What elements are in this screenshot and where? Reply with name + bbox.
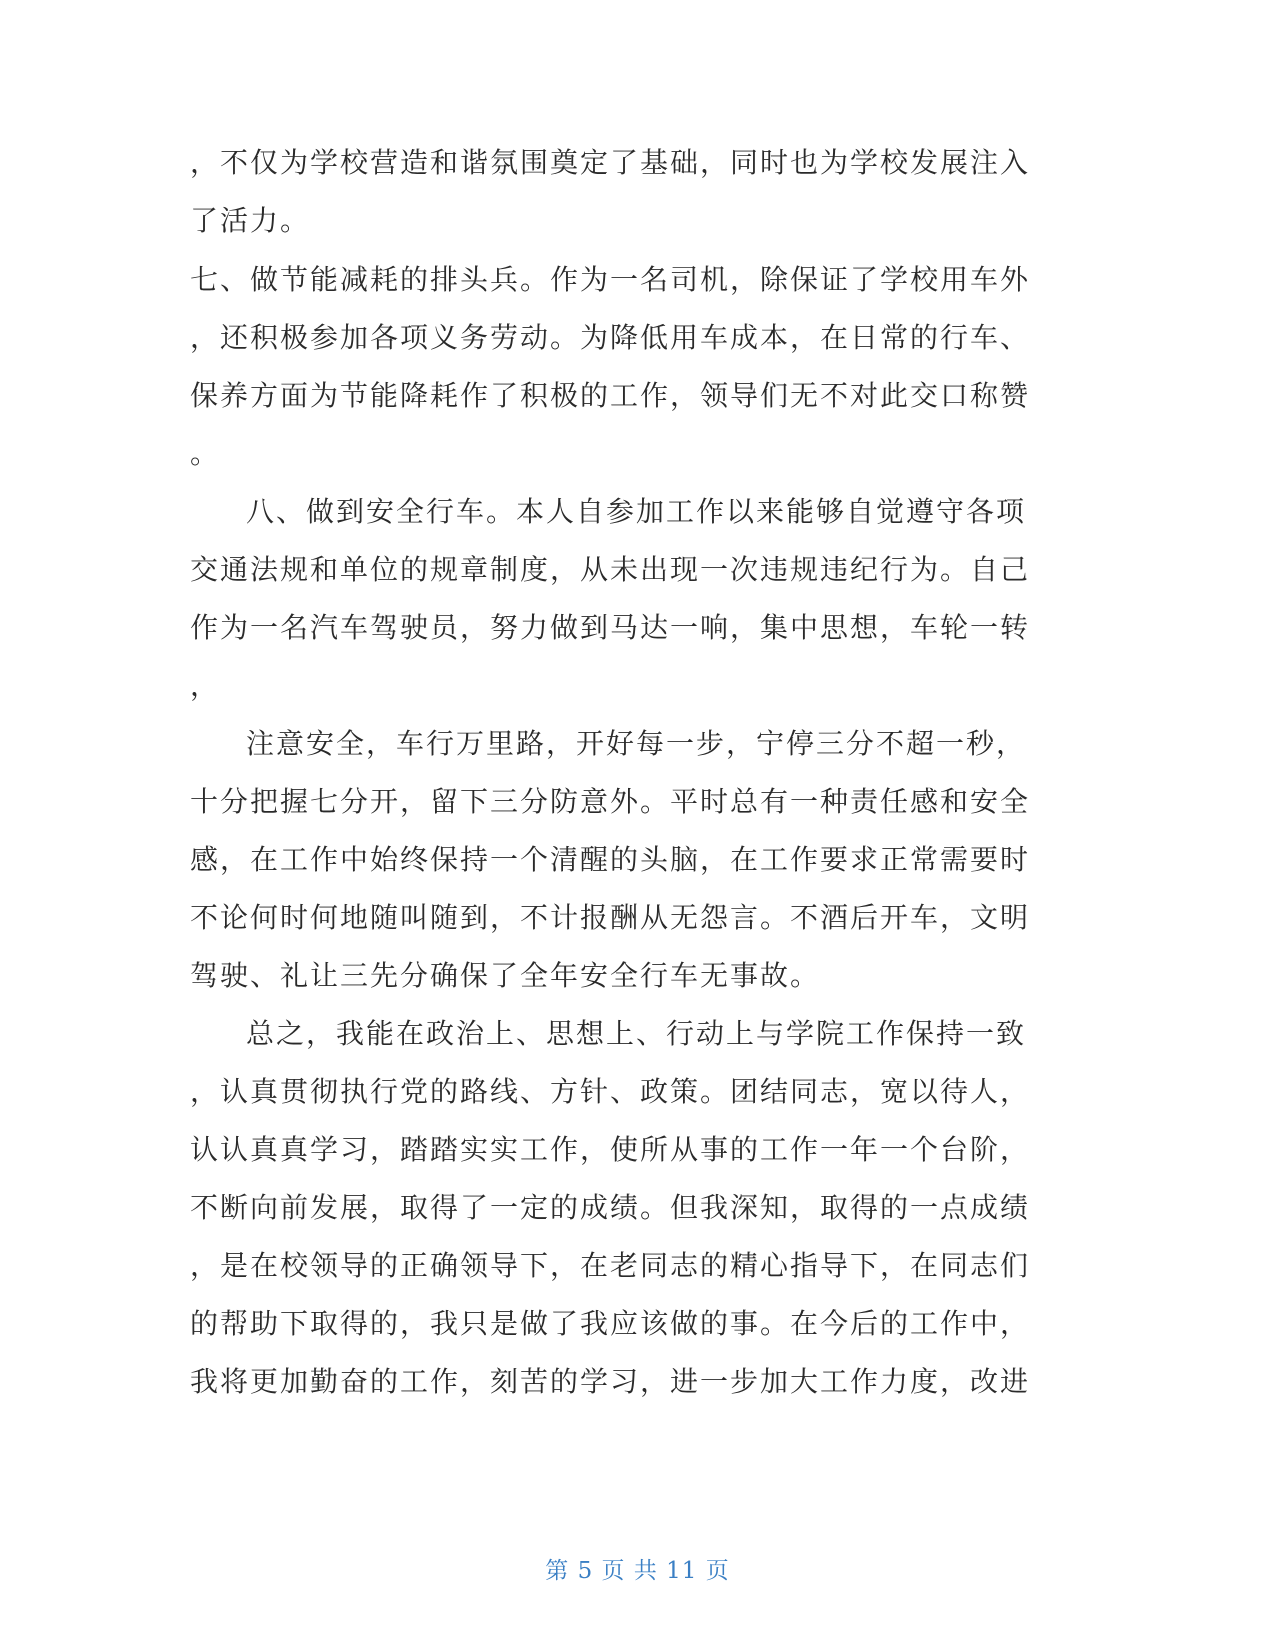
text-line: ，还积极参加各项义务劳动。为降低用车成本，在日常的行车、 [190,321,1031,354]
text-line: ，认真贯彻执行党的路线、方针、政策。团结同志，宽以待人， [190,1075,1031,1108]
text-line: 感，在工作中始终保持一个清醒的头脑，在工作要求正常需要时 [190,843,1031,876]
text-line: 了活力。 [190,204,311,237]
text-line: ，不仅为学校营造和谐氛围奠定了基础，同时也为学校发展注入 [190,146,1031,179]
paragraph-first-line: 注意安全，车行万里路，开好每一步，宁停三分不超一秒， [246,727,1027,760]
paragraph-first-line: 八、做到安全行车。本人自参加工作以来能够自觉遵守各项 [246,495,1027,528]
text-line: 我将更加勤奋的工作，刻苦的学习，进一步加大工作力度，改进 [190,1365,1031,1398]
text-line: 不断向前发展，取得了一定的成绩。但我深知，取得的一点成绩 [190,1191,1031,1224]
text-line: 七、做节能减耗的排头兵。作为一名司机，除保证了学校用车外 [190,263,1031,296]
text-line: ， [190,669,221,702]
text-line: 保养方面为节能降耗作了积极的工作，领导们无不对此交口称赞 [190,379,1031,412]
text-line: 交通法规和单位的规章制度，从未出现一次违规违纪行为。自己 [190,553,1031,586]
text-line: 作为一名汽车驾驶员，努力做到马达一响，集中思想，车轮一转 [190,611,1031,644]
text-line: 不论何时何地随叫随到，不计报酬从无怨言。不酒后开车，文明 [190,901,1031,934]
text-line: ，是在校领导的正确领导下，在老同志的精心指导下，在同志们 [190,1249,1031,1282]
text-line: 。 [190,437,221,470]
text-line: 驾驶、礼让三先分确保了全年安全行车无事故。 [190,959,821,992]
text-line: 认认真真学习，踏踏实实工作，使所从事的工作一年一个台阶， [190,1133,1031,1166]
page-number-footer: 第 5 页 共 11 页 [545,1558,730,1584]
paragraph-first-line: 总之，我能在政治上、思想上、行动上与学院工作保持一致 [246,1017,1027,1050]
text-line: 十分把握七分开，留下三分防意外。平时总有一种责任感和安全 [190,785,1031,818]
text-line: 的帮助下取得的，我只是做了我应该做的事。在今后的工作中， [190,1307,1031,1340]
